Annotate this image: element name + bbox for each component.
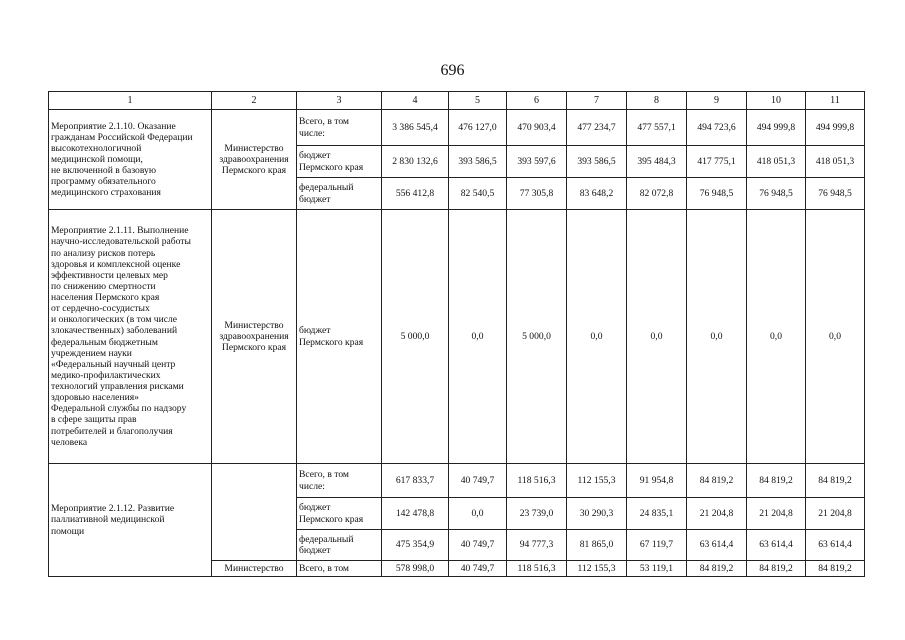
value-cell: 84 819,2 bbox=[687, 464, 747, 498]
column-header: 6 bbox=[507, 92, 567, 110]
value-cell: 40 749,7 bbox=[449, 530, 507, 561]
column-header: 10 bbox=[747, 92, 806, 110]
table-row bbox=[49, 110, 865, 146]
value-cell: 118 516,3 bbox=[507, 464, 567, 498]
column-header: 7 bbox=[567, 92, 627, 110]
value-cell: 112 155,3 bbox=[567, 464, 627, 498]
column-header: 3 bbox=[297, 92, 382, 110]
value-cell: 67 119,7 bbox=[627, 530, 687, 561]
responsible-body: Министерство здравоохранения Пермского края bbox=[212, 210, 297, 464]
funding-source: бюджет Пермского края bbox=[297, 210, 382, 464]
value-cell: 0,0 bbox=[747, 210, 806, 464]
column-header: 8 bbox=[627, 92, 687, 110]
measure-title: Мероприятие 2.1.12. Развитие паллиативной медицинской помощи bbox=[49, 464, 212, 577]
value-cell: 77 305,8 bbox=[507, 178, 567, 210]
value-cell: 81 865,0 bbox=[567, 530, 627, 561]
value-cell: 0,0 bbox=[806, 210, 865, 464]
funding-source: Всего, в том числе: bbox=[297, 464, 382, 498]
value-cell: 3 386 545,4 bbox=[382, 110, 449, 146]
table-row bbox=[49, 210, 865, 464]
value-cell: 470 903,4 bbox=[507, 110, 567, 146]
value-cell: 494 999,8 bbox=[806, 110, 865, 146]
value-cell: 84 819,2 bbox=[806, 464, 865, 498]
value-cell: 617 833,7 bbox=[382, 464, 449, 498]
value-cell: 118 516,3 bbox=[507, 561, 567, 577]
value-cell: 0,0 bbox=[627, 210, 687, 464]
value-cell: 84 819,2 bbox=[806, 561, 865, 577]
value-cell: 84 819,2 bbox=[747, 464, 806, 498]
value-cell: 76 948,5 bbox=[687, 178, 747, 210]
value-cell: 84 819,2 bbox=[747, 561, 806, 577]
value-cell: 418 051,3 bbox=[806, 146, 865, 178]
funding-source: бюджет Пермского края bbox=[297, 146, 382, 178]
value-cell: 476 127,0 bbox=[449, 110, 507, 146]
value-cell: 112 155,3 bbox=[567, 561, 627, 577]
value-cell: 393 597,6 bbox=[507, 146, 567, 178]
value-cell: 5 000,0 bbox=[507, 210, 567, 464]
value-cell: 40 749,7 bbox=[449, 561, 507, 577]
value-cell: 53 119,1 bbox=[627, 561, 687, 577]
value-cell: 142 478,8 bbox=[382, 498, 449, 530]
value-cell: 477 234,7 bbox=[567, 110, 627, 146]
budget-table bbox=[48, 91, 865, 577]
value-cell: 76 948,5 bbox=[747, 178, 806, 210]
funding-source: Всего, в том bbox=[297, 561, 382, 577]
funding-source: федеральный бюджет bbox=[297, 178, 382, 210]
value-cell: 475 354,9 bbox=[382, 530, 449, 561]
column-header: 2 bbox=[212, 92, 297, 110]
header-row bbox=[49, 92, 865, 110]
value-cell: 82 540,5 bbox=[449, 178, 507, 210]
column-header: 11 bbox=[806, 92, 865, 110]
value-cell: 40 749,7 bbox=[449, 464, 507, 498]
value-cell: 0,0 bbox=[449, 210, 507, 464]
value-cell: 494 723,6 bbox=[687, 110, 747, 146]
value-cell: 417 775,1 bbox=[687, 146, 747, 178]
column-header: 1 bbox=[49, 92, 212, 110]
value-cell: 63 614,4 bbox=[806, 530, 865, 561]
column-header: 9 bbox=[687, 92, 747, 110]
value-cell: 83 648,2 bbox=[567, 178, 627, 210]
value-cell: 477 557,1 bbox=[627, 110, 687, 146]
value-cell: 76 948,5 bbox=[806, 178, 865, 210]
responsible-body: Министерство bbox=[212, 561, 297, 577]
value-cell: 5 000,0 bbox=[382, 210, 449, 464]
funding-source: Всего, в том числе: bbox=[297, 110, 382, 146]
responsible-body bbox=[212, 464, 297, 561]
value-cell: 578 998,0 bbox=[382, 561, 449, 577]
value-cell: 82 072,8 bbox=[627, 178, 687, 210]
measure-title: Мероприятие 2.1.11. Выполнение научно-исследовательской работы по анализу рисков потерь здоровья и комплексной оценке эффективности целевых мер по снижению смертности населения Пермского края от сердечно-сосудистых и онкологических (в том числе злокачественных) заболеваний федеральным бюджетным учреждением науки «Федеральный научный центр медико-профилактических технологий управления рисками здоровью населения» Федеральной службы по надзору в сфере защиты прав потребителей и благополучия человека bbox=[49, 210, 212, 464]
column-header: 5 bbox=[449, 92, 507, 110]
value-cell: 0,0 bbox=[449, 498, 507, 530]
funding-source: бюджет Пермского края bbox=[297, 498, 382, 530]
value-cell: 84 819,2 bbox=[687, 561, 747, 577]
value-cell: 494 999,8 bbox=[747, 110, 806, 146]
funding-source: федеральный бюджет bbox=[297, 530, 382, 561]
value-cell: 94 777,3 bbox=[507, 530, 567, 561]
value-cell: 21 204,8 bbox=[687, 498, 747, 530]
value-cell: 556 412,8 bbox=[382, 178, 449, 210]
table-body bbox=[49, 92, 865, 577]
measure-title: Мероприятие 2.1.10. Оказание гражданам Российской Федерации высокотехнологичной медицинской помощи, не включенной в базовую программу обязательного медицинского страхования bbox=[49, 110, 212, 210]
value-cell: 393 586,5 bbox=[449, 146, 507, 178]
value-cell: 0,0 bbox=[687, 210, 747, 464]
table-row bbox=[49, 464, 865, 498]
value-cell: 24 835,1 bbox=[627, 498, 687, 530]
value-cell: 63 614,4 bbox=[687, 530, 747, 561]
value-cell: 23 739,0 bbox=[507, 498, 567, 530]
value-cell: 393 586,5 bbox=[567, 146, 627, 178]
value-cell: 0,0 bbox=[567, 210, 627, 464]
value-cell: 30 290,3 bbox=[567, 498, 627, 530]
page-number: 696 bbox=[440, 62, 465, 79]
value-cell: 2 830 132,6 bbox=[382, 146, 449, 178]
value-cell: 418 051,3 bbox=[747, 146, 806, 178]
value-cell: 21 204,8 bbox=[806, 498, 865, 530]
responsible-body: Министерство здравоохранения Пермского края bbox=[212, 110, 297, 210]
value-cell: 395 484,3 bbox=[627, 146, 687, 178]
value-cell: 91 954,8 bbox=[627, 464, 687, 498]
value-cell: 63 614,4 bbox=[747, 530, 806, 561]
value-cell: 21 204,8 bbox=[747, 498, 806, 530]
column-header: 4 bbox=[382, 92, 449, 110]
